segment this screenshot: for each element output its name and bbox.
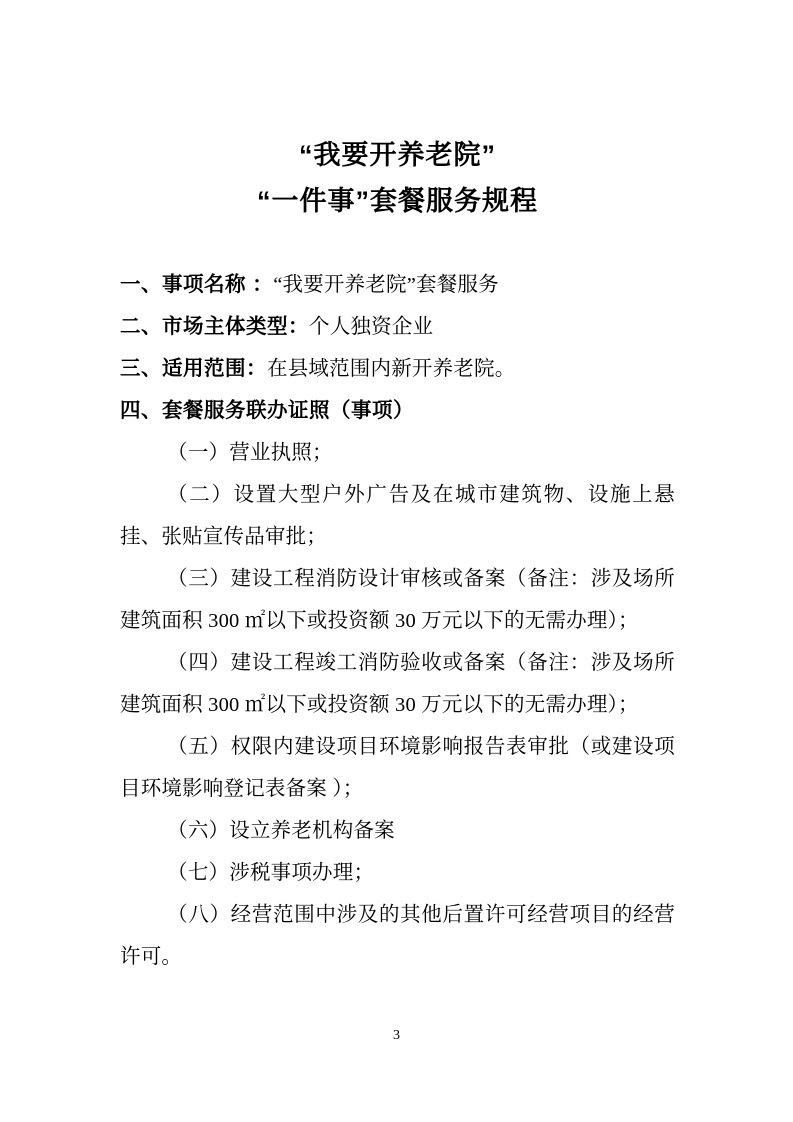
list-item: （四）建设工程竣工消防验收或备案（备注：涉及场所建筑面积 300 ㎡以下或投资额 30 万元以下的无需办理）； xyxy=(120,652,675,716)
section-heading-licenses xyxy=(120,390,675,432)
list-item: （七）涉税事项办理； xyxy=(167,862,375,884)
section-heading-label: 三、适用范围： xyxy=(120,357,267,380)
section-heading-item-name xyxy=(120,264,675,306)
section-heading-scope xyxy=(120,348,675,390)
list-item: （一）营业执照； xyxy=(167,442,333,464)
section-heading-value: “我要开养老院”套餐服务 xyxy=(273,274,499,296)
list-item: （八）经营范围中涉及的其他后置许可经营项目的经营许可。 xyxy=(120,904,675,968)
section-heading-label: 二、市场主体类型： xyxy=(120,315,309,338)
section-heading-value: 个人独资企业 xyxy=(309,316,434,338)
document-title-line-2: “一件事”套餐服务规程 xyxy=(257,186,538,216)
document-body xyxy=(120,264,675,978)
section-heading-value: 在县域范围内新开养老院。 xyxy=(267,358,516,380)
section-heading-label: 四、套餐服务联办证照（事项） xyxy=(120,399,414,422)
section-heading-entity-type xyxy=(120,306,675,348)
list-item: （六）设立养老机构备案 xyxy=(167,820,395,842)
list-item: （二）设置大型户外广告及在城市建筑物、设施上悬挂、张贴宣传品审批； xyxy=(120,484,675,548)
list-item: （五）权限内建设项目环境影响报告表审批（或建设项目环境影响登记表备案 ）； xyxy=(120,736,675,800)
document-title xyxy=(120,132,675,224)
section-heading-label: 一、事项名称 ： xyxy=(120,273,274,296)
document-title-line-1: “我要开养老院” xyxy=(299,140,496,170)
list-item: （三）建设工程消防设计审核或备案（备注：涉及场所建筑面积 300 ㎡以下或投资额 30 万元以下的无需办理）； xyxy=(120,568,675,632)
page-number: 3 xyxy=(393,1028,400,1043)
